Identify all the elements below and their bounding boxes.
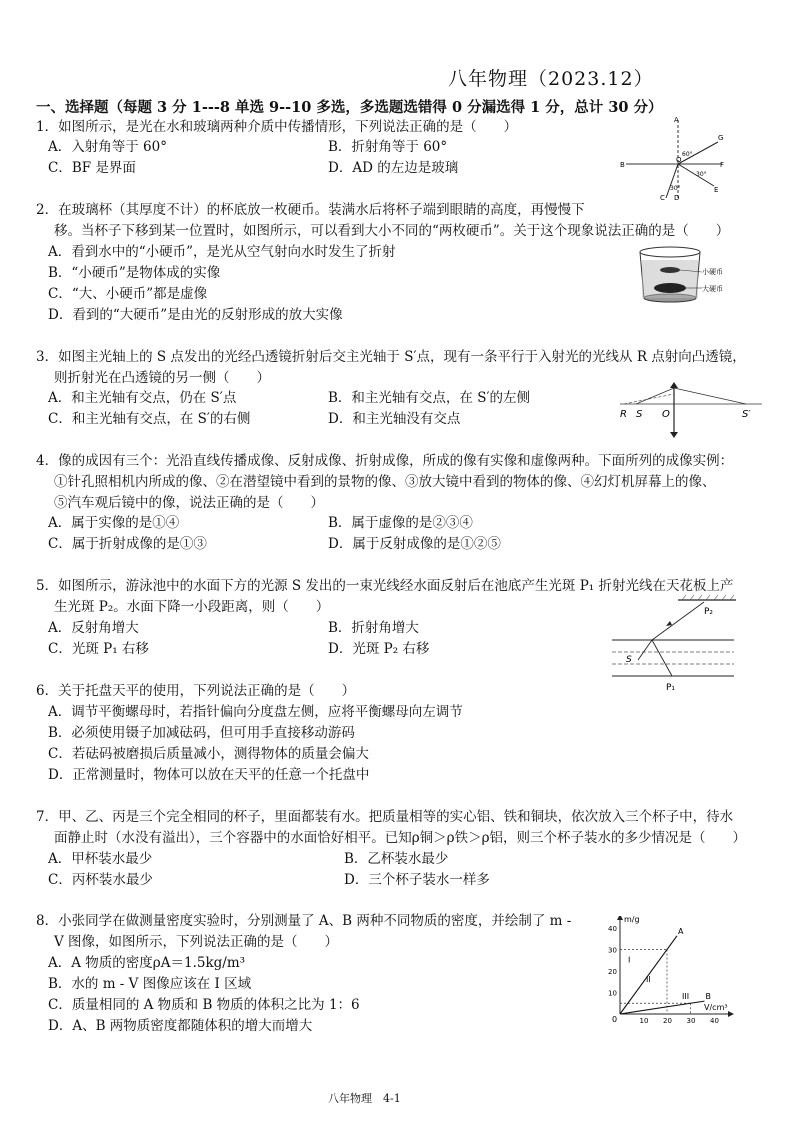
option-d[interactable]: D．正常测量时，物体可以放在天平的任意一个托盘中 (48, 767, 370, 783)
option-d[interactable]: D．和主光轴没有交点 (328, 411, 461, 427)
svg-text:G: G (718, 134, 724, 142)
origin-label: 0 (612, 1015, 618, 1024)
question-text: 3．如图主光轴上的 S 点发出的光经凸透镜折射后交主光轴于 S′点，现有一条平行于入射光的光线从 R 点射向凸透镜， (36, 349, 746, 365)
series-label: B (705, 992, 711, 1002)
option-b[interactable]: B．折射角等于 60° (328, 139, 448, 155)
question-text: 则折射光在凸透镜的另一侧（ ） (54, 370, 270, 386)
svg-text:P₁: P₁ (666, 683, 676, 693)
svg-text:S: S (626, 655, 632, 665)
option-a[interactable]: A．甲杯装水最少 (48, 851, 153, 867)
option-a[interactable]: A．属于实像的是①④ (48, 515, 180, 531)
question-text: 4．像的成因有三个：光沿直线传播成像、反射成像、折射成像，所成的像有实像和虚像两种。下面所列的成像实例： (36, 453, 734, 469)
option-d[interactable]: D．三个杯子装水一样多 (344, 872, 490, 888)
option-b[interactable]: B．属于虚像的是②③④ (328, 515, 473, 531)
mv-graph (600, 916, 750, 1028)
region-label: I (628, 955, 631, 965)
option-c[interactable]: C．和主光轴有交点，在 S′的右侧 (48, 411, 251, 427)
x-tick-label: 40 (710, 1017, 719, 1025)
svg-text:S: S (636, 409, 643, 420)
x-tick-label: 20 (663, 1017, 672, 1025)
page-title: 八年物理（2023.12） (448, 68, 654, 90)
option-a[interactable]: A．反射角增大 (48, 620, 139, 636)
y-tick-label: 10 (608, 989, 617, 998)
svg-text:S′: S′ (742, 409, 751, 420)
q5-pool-figure (608, 594, 738, 696)
option-c[interactable]: C．“大、小硬币”都是虚像 (48, 286, 208, 302)
region-label: II (646, 974, 651, 984)
option-d[interactable]: D．看到的“大硬币”是由光的反射形成的放大实像 (48, 307, 343, 323)
section-heading: 一、选择题（每题 3 分 1---8 单选 9--10 多选，多选题选错得 0 分漏选得 1 分，总计 30 分） (36, 99, 663, 116)
x-tick-label: 30 (686, 1017, 696, 1025)
svg-text:D: D (674, 194, 680, 202)
question-text: 生光斑 P₂。水面下降一小段距离，则（ ） (54, 599, 330, 615)
coin-label: 大硬币 (702, 285, 723, 293)
option-d[interactable]: D．属于反射成像的是①②⑤ (328, 536, 501, 552)
option-c[interactable]: C．属于折射成像的是①③ (48, 536, 207, 552)
svg-text:C: C (660, 194, 665, 202)
question-text: 7．甲、乙、丙是三个完全相同的杯子，里面都装有水。把质量相等的实心铝、铁和铜块，依次放入三个杯子中，待水 (36, 809, 734, 825)
option-b[interactable]: B．乙杯装水最少 (344, 851, 449, 867)
q1-refraction-figure (618, 114, 728, 202)
option-b[interactable]: B．水的 m - V 图像应该在 Ⅰ 区域 (48, 976, 252, 992)
q2-glass-figure (634, 244, 730, 304)
option-c[interactable]: C．质量相同的 A 物质和 B 物质的体积之比为 1：6 (48, 997, 360, 1013)
option-a[interactable]: A．入射角等于 60° (48, 139, 167, 155)
option-b[interactable]: B．折射角增大 (328, 620, 419, 636)
question-text: 1．如图所示，是光在水和玻璃两种介质中传播情形，下列说法正确的是（ ） (36, 119, 518, 135)
option-a[interactable]: A．和主光轴有交点，仍在 S′点 (48, 390, 237, 406)
y-axis-arrow (617, 916, 623, 920)
svg-text:30°: 30° (696, 171, 707, 178)
coin-label: 小硬币 (702, 268, 723, 276)
option-d[interactable]: D．AD 的左边是玻璃 (328, 160, 459, 176)
svg-text:30°: 30° (670, 185, 681, 192)
svg-text:R: R (620, 409, 627, 420)
option-a[interactable]: A．看到水中的“小硬币”，是光从空气射向水时发生了折射 (48, 244, 396, 260)
x-axis-label: V/cm³ (704, 1003, 728, 1012)
question-text: 6．关于托盘天平的使用，下列说法正确的是（ ） (36, 683, 356, 699)
svg-text:E: E (714, 186, 719, 194)
y-tick-label: 20 (608, 968, 617, 976)
svg-text:60°: 60° (682, 151, 693, 158)
option-a[interactable]: A．调节平衡螺母时，若指针偏向分度盘左侧，应将平衡螺母向左调节 (48, 704, 463, 720)
question-text: V 图像，如图所示，下列说法正确的是（ ） (54, 934, 339, 950)
question-text: ①针孔照相机内所成的像、②在潜望镜中看到的景物的像、③放大镜中看到的物体的像、④幻灯机屏幕上的像、 (54, 474, 716, 490)
y-tick-label: 40 (608, 925, 617, 933)
x-tick-label: 10 (639, 1017, 649, 1025)
question-text: 8．小张同学在做测量密度实验时，分别测量了 A、B 两种不同物质的密度，并绘制了 m - (36, 913, 572, 929)
option-c[interactable]: C．若砝码被磨损后质量减小，测得物体的质量会偏大 (48, 746, 369, 762)
svg-text:O: O (662, 409, 670, 420)
svg-text:P₂: P₂ (704, 607, 714, 617)
page-footer: 八年物理 4-1 (328, 1092, 401, 1105)
question-text: 面静止时（水没有溢出），三个容器中的水面恰好相平。已知ρ铜＞ρ铁＞ρ铝，则三个杯子装水的多少情况是（ ） (54, 830, 747, 846)
question-text: 5．如图所示，游泳池中的水面下方的光源 S 发出的一束光线经水面反射后在池底产生光斑 P₁ 折射光线在天花板上产 (36, 578, 734, 594)
option-b[interactable]: B．必须使用镊子加减砝码，但可用手直接移动游码 (48, 725, 355, 741)
svg-text:O: O (676, 156, 682, 164)
q3-lens-figure (616, 382, 766, 440)
option-a[interactable]: A．A 物质的密度ρA＝1.5kg/m³ (48, 955, 246, 971)
fig-label: A (674, 116, 679, 124)
question-text: 2．在玻璃杯（其厚度不计）的杯底放一枚硬币。装满水后将杯子端到眼睛的高度，再慢慢下 (36, 202, 585, 218)
svg-text:B: B (620, 161, 625, 169)
option-b[interactable]: B．“小硬币”是物体成的实像 (48, 265, 221, 281)
svg-text:F: F (720, 161, 725, 169)
x-axis-arrow (728, 1011, 734, 1017)
option-c[interactable]: C．BF 是界面 (48, 160, 136, 176)
option-c[interactable]: C．光斑 P₁ 右移 (48, 641, 149, 657)
question-text: 移。当杯子下移到某一位置时，如图所示，可以看到大小不同的“两枚硬币”。关于这个现象说法正确的是（ ） (54, 223, 730, 239)
y-tick-label: 30 (608, 946, 617, 955)
series-label: A (678, 926, 684, 936)
question-text: ⑤汽车观后镜中的像，说法正确的是（ ） (54, 495, 324, 511)
region-label: III (682, 991, 690, 1001)
option-b[interactable]: B．和主光轴有交点，在 S′的左侧 (328, 390, 531, 406)
option-d[interactable]: D．光斑 P₂ 右移 (328, 641, 430, 657)
y-axis-label: m/g (624, 916, 640, 924)
option-c[interactable]: C．丙杯装水最少 (48, 872, 153, 888)
option-d[interactable]: D．A、B 两物质密度都随体积的增大而增大 (48, 1018, 313, 1034)
